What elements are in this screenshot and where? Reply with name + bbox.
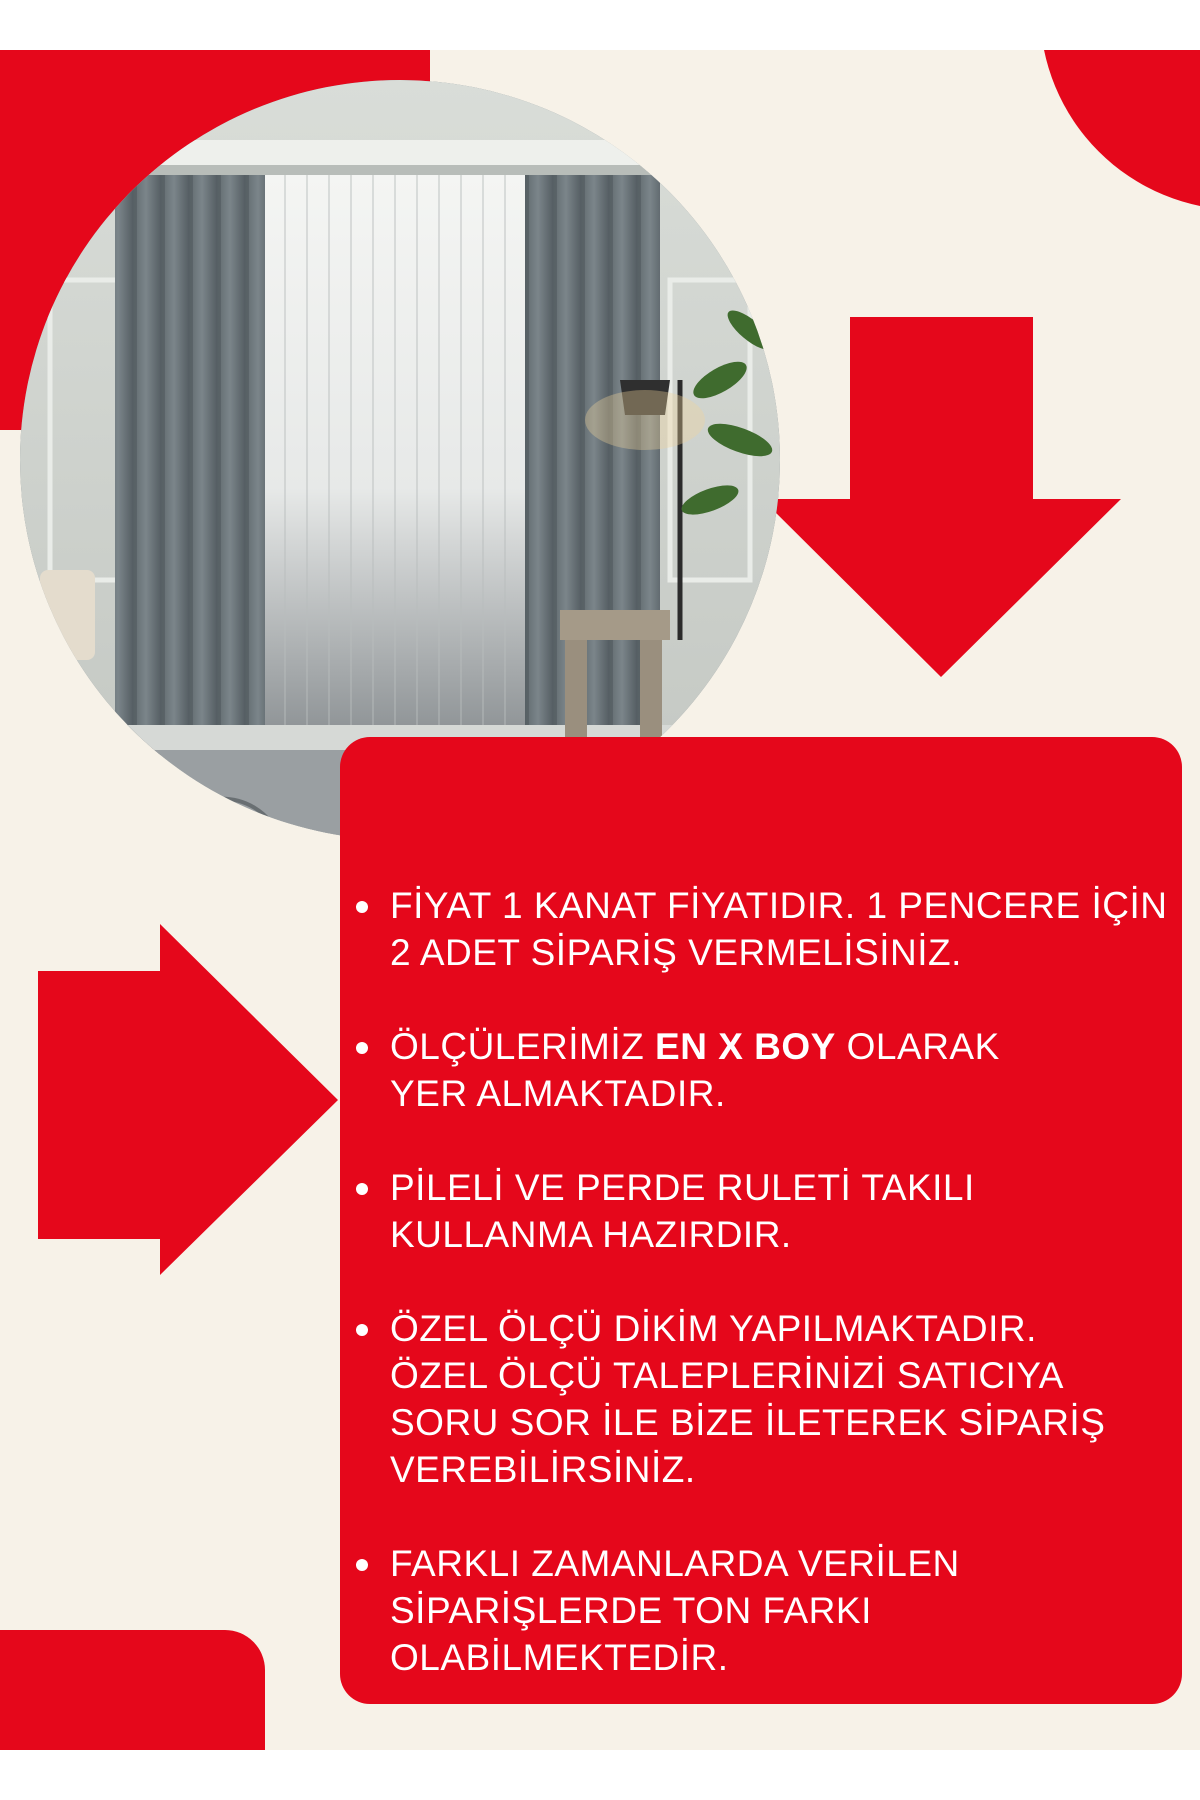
poster-canvas	[0, 50, 1200, 1750]
info-item-price	[390, 882, 1180, 976]
bullet-icon	[356, 901, 368, 913]
info-text-price: FİYAT 1 KANAT FİYATIDIR. 1 PENCERE İÇİN 2 ADET SİPARİŞ VERMELİSİNİZ.	[390, 885, 1168, 973]
info-item-custom-size	[390, 1305, 1180, 1493]
bullet-icon	[356, 1042, 368, 1054]
bullet-icon	[356, 1559, 368, 1571]
curtain-room-photo	[20, 80, 780, 840]
info-text-ready: PİLELİ VE PERDE RULETİ TAKILI KULLANMA HAZIRDIR.	[390, 1167, 975, 1255]
bullet-icon	[356, 1324, 368, 1336]
info-text-dimensions-post: OLARAK YER ALMAKTADIR.	[390, 1026, 1000, 1114]
info-text-dimensions-bold: EN X BOY	[655, 1026, 836, 1067]
info-item-dimensions	[390, 1023, 1180, 1117]
info-text-tone-difference: FARKLI ZAMANLARDA VERİLEN SİPARİŞLERDE TON FARKI OLABİLMEKTEDİR.	[390, 1543, 960, 1678]
info-text-dimensions-pre: ÖLÇÜLERİMİZ	[390, 1026, 656, 1067]
info-text-custom-size: ÖZEL ÖLÇÜ DİKİM YAPILMAKTADIR. ÖZEL ÖLÇÜ TALEPLERİNİZİ SATICIYA SORU SOR İLE BİZE İLETEREK SİPARİŞ VEREBİLİRSİNİZ.	[390, 1308, 1106, 1490]
bullet-icon	[356, 1183, 368, 1195]
info-item-ready	[390, 1164, 1180, 1258]
info-list	[390, 882, 1180, 1681]
info-item-tone-difference	[390, 1540, 1180, 1681]
